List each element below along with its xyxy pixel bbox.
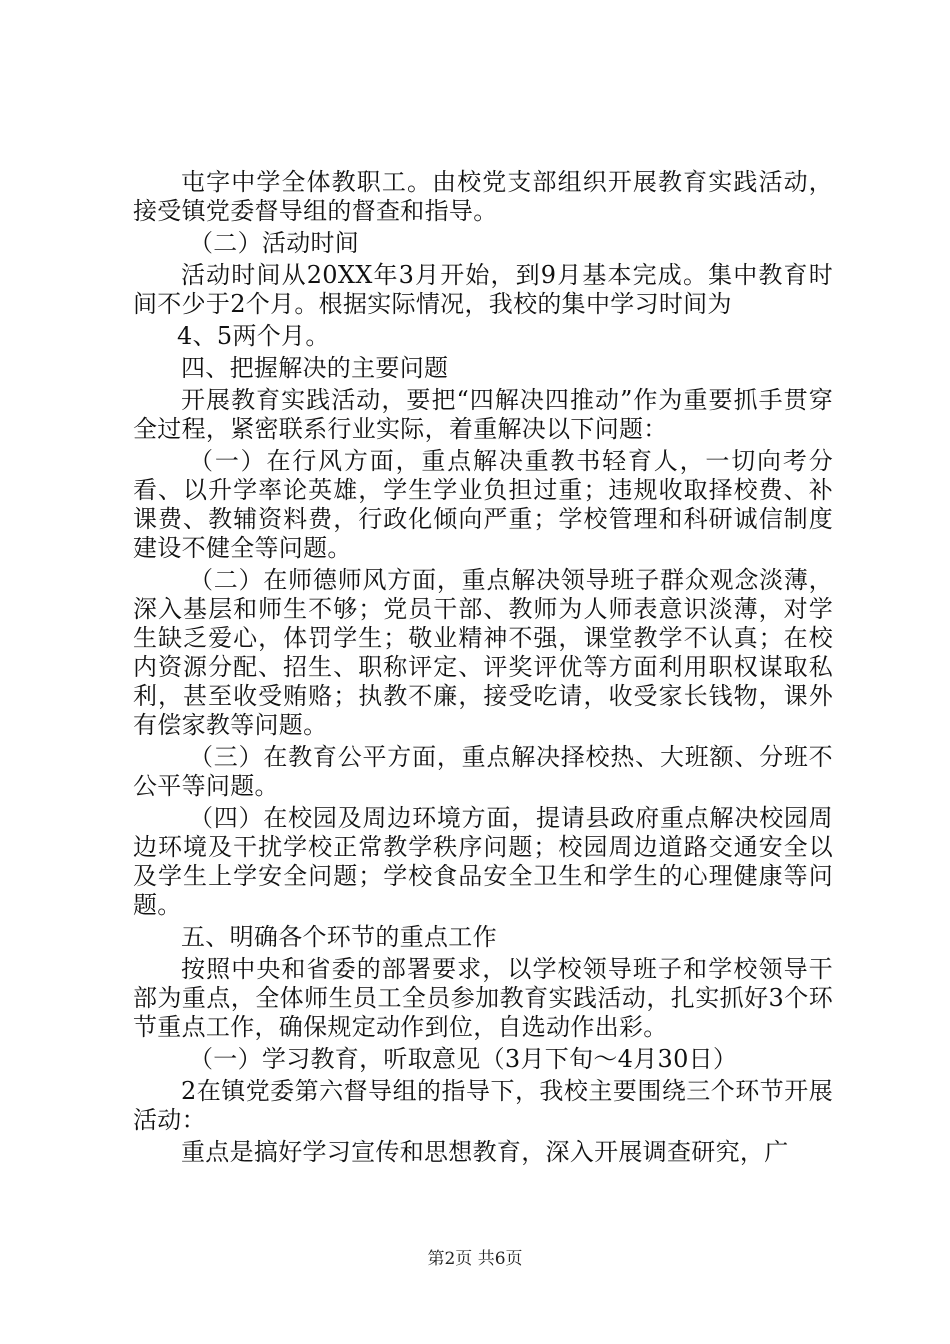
heading-key-work: 五、明确各个环节的重点工作	[181, 923, 497, 951]
document-body	[133, 168, 833, 1170]
page-number-footer: 第2页 共6页	[427, 1249, 523, 1269]
paragraph-four-solutions: 开展教育实践活动，要把“四解决四推动”作为重要抓手贯穿全过程，紧密联系行业实际，着重解决以下问题：	[133, 386, 833, 443]
paragraph-focus: 重点是搞好学习宣传和思想教育，深入开展调查研究，广	[181, 1138, 789, 1166]
paragraph-teacher-ethics: （二）在师德师风方面，重点解决领导班子群众观念淡薄，深入基层和师生不够；党员干部、教师为人师表意识淡薄，对学生缺乏爱心，体罚学生；敬业精神不强，课堂教学不认真；在校内资源分配、招生、职称评定、评奖评优等方面利用职权谋取私利，甚至收受贿赂；执教不廉，接受吃请，收受家长钱物，课外有偿家教等问题。	[133, 566, 833, 739]
paragraph-campus-environment: （四）在校园及周边环境方面，提请县政府重点解决校园周边环境及干扰学校正常教学秩序问题；校园周边道路交通安全以及学生上学安全问题；学校食品安全卫生和学生的心理健康等问题。	[133, 804, 833, 919]
paragraph-study-months: 4、5两个月。	[177, 322, 330, 350]
subheading-study-education: （一）学习教育，听取意见（3月下旬～4月30日）	[189, 1045, 738, 1073]
heading-main-problems: 四、把握解决的主要问题	[181, 354, 449, 382]
paragraph-deployment: 按照中央和省委的部署要求，以学校领导班子和学校领导干部为重点，全体师生员工全员参加教育实践活动，扎实抓好3个环节重点工作，确保规定动作到位，自选动作出彩。	[133, 955, 833, 1041]
paragraph-activity-time: 活动时间从20XX年3月开始，到9月基本完成。集中教育时间不少于2个月。根据实际情况，我校的集中学习时间为	[133, 261, 833, 318]
paragraph-participants: 屯字中学全体教职工。由校党支部组织开展教育实践活动，接受镇党委督导组的督查和指导。	[133, 168, 833, 225]
paragraph-education-fairness: （三）在教育公平方面，重点解决择校热、大班额、分班不公平等问题。	[133, 743, 833, 800]
paragraph-industry-style: （一）在行风方面，重点解决重教书轻育人，一切向考分看、以升学率论英雄，学生学业负担过重；违规收取择校费、补课费、教辅资料费，行政化倾向严重；学校管理和科研诚信制度建设不健全等问题。	[133, 447, 833, 562]
paragraph-supervision: 2在镇党委第六督导组的指导下，我校主要围绕三个环节开展活动：	[133, 1077, 833, 1134]
subheading-activity-time: （二）活动时间	[189, 229, 360, 257]
